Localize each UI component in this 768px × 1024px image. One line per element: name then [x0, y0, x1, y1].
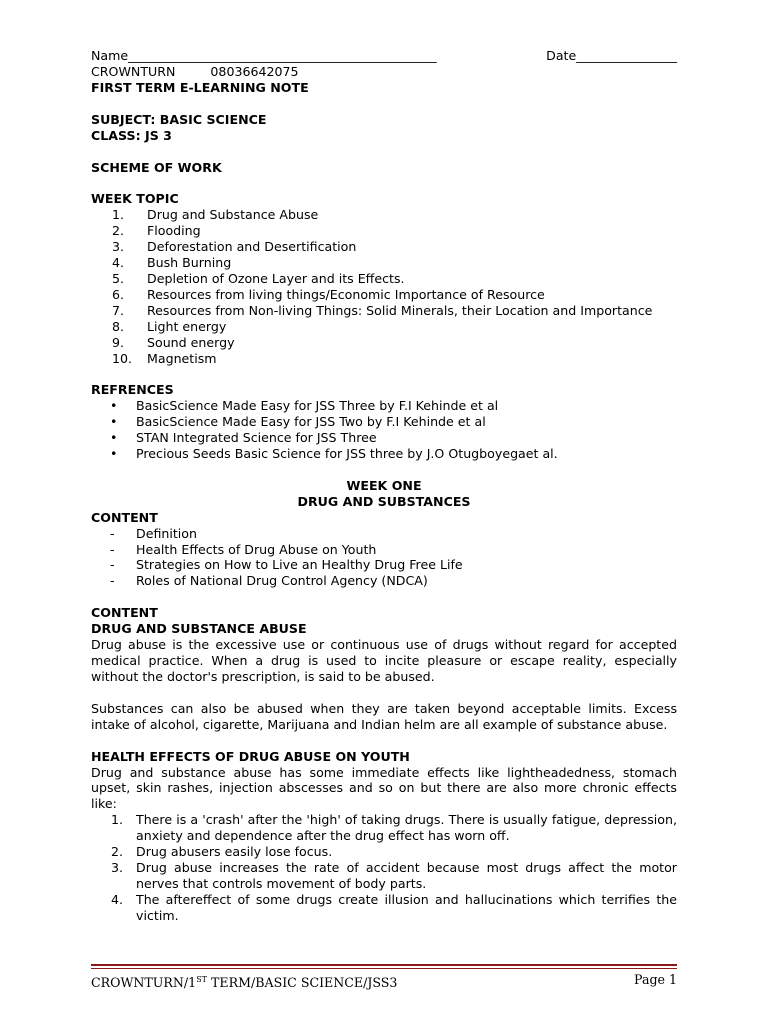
name-date-row	[91, 48, 677, 64]
content-label: CONTENT	[91, 509, 158, 525]
effect-item: 4. The aftereffect of some drugs create illusion and hallucinations which terrifies the victim.	[111, 891, 677, 923]
scheme-item: 4. Bush Burning	[112, 255, 232, 271]
scheme-item: 1. Drug and Substance Abuse	[112, 207, 319, 223]
document-page	[91, 48, 677, 924]
scheme-heading: SCHEME OF WORK	[91, 159, 222, 175]
reference-item: • STAN Integrated Science for JSS Three	[91, 430, 677, 446]
scheme-item: 9. Sound energy	[112, 334, 235, 350]
paragraph-health-effects: Drug and substance abuse has some immediate effects like lightheadedness, stomach upset, skin rashes, injection abscesses and so on but there are also more chronic effects like:	[91, 764, 677, 812]
scheme-item: 2. Flooding	[112, 223, 201, 239]
effects-list	[91, 812, 677, 923]
week-topic-heading: WEEK TOPIC	[91, 191, 179, 207]
dash-icon: -	[110, 573, 115, 589]
section-title-drug-abuse: DRUG AND SUBSTANCE ABUSE	[91, 621, 307, 637]
scheme-item: 3. Deforestation and Desertification	[112, 239, 357, 255]
page-footer	[91, 972, 677, 991]
reference-item: • BasicScience Made Easy for JSS Three by F.I Kehinde et al	[91, 398, 677, 414]
content-label-2: CONTENT	[91, 605, 158, 621]
bullet-icon: •	[110, 446, 118, 462]
dash-icon: -	[110, 541, 115, 557]
footer-rule	[91, 964, 677, 969]
reference-item: • Precious Seeds Basic Science for JSS three by J.O Otugboyegaet al.	[91, 446, 677, 462]
effect-item: 2. Drug abusers easily lose focus.	[111, 844, 333, 860]
reference-item: • BasicScience Made Easy for JSS Two by F.I Kehinde et al	[91, 414, 677, 430]
week-heading: WEEK ONE	[346, 477, 422, 493]
scheme-item: 8. Light energy	[112, 318, 227, 334]
name-field-label: Name_________________________________________________	[91, 48, 437, 63]
section-title-health-effects: HEALTH EFFECTS OF DRUG ABUSE ON YOUTH	[91, 748, 410, 764]
scheme-list	[91, 207, 677, 366]
week-subheading: DRUG AND SUBSTANCES	[297, 493, 471, 509]
content-item: - Definition	[91, 526, 677, 542]
paragraph-substance-abuse: Substances can also be abused when they are taken beyond acceptable limits. Excess intake of alcohol, cigarette, Marijuana and Indian helm are all example of substance abuse.	[91, 700, 677, 732]
references-list	[91, 398, 677, 462]
effect-item: 1. There is a 'crash' after the 'high' of taking drugs. There is usually fatigue, depression, anxiety and dependence after the drug effect has worn off.	[111, 812, 677, 844]
footer-left: CROWNTURN/1ST TERM/BASIC SCIENCE/JSS3	[91, 975, 398, 991]
bullet-icon: •	[110, 414, 118, 430]
scheme-item: 6. Resources from living things/Economic Importance of Resource	[112, 286, 545, 302]
document-title: FIRST TERM E-LEARNING NOTE	[91, 79, 309, 95]
bullet-icon: •	[110, 430, 118, 446]
page-number: Page 1	[634, 972, 677, 987]
scheme-item: 10. Magnetism	[112, 350, 217, 366]
content-item: - Strategies on How to Live an Healthy Drug Free Life	[91, 557, 677, 573]
effect-item: 3. Drug abuse increases the rate of accident because most drugs affect the motor nerves that controls movement of body parts.	[111, 859, 677, 891]
bullet-icon: •	[110, 398, 118, 414]
subject-line: SUBJECT: BASIC SCIENCE	[91, 111, 267, 127]
references-heading: REFRENCES	[91, 382, 174, 398]
dash-icon: -	[110, 525, 115, 541]
school-name: CROWNTURN	[91, 63, 176, 79]
dash-icon: -	[110, 557, 115, 573]
scheme-item: 7. Resources from Non-living Things: Solid Minerals, their Location and Importance	[112, 302, 653, 318]
paragraph-drug-abuse: Drug abuse is the excessive use or continuous use of drugs without regard for accepted medical practice. When a drug is used to incite pleasure or escape reality, especially without the doctor's prescription, is said to be abused.	[91, 637, 677, 684]
content-list	[91, 526, 677, 590]
date-field-label: Date________________	[546, 48, 677, 63]
school-line	[91, 64, 677, 80]
scheme-item: 5. Depletion of Ozone Layer and its Effects.	[112, 270, 405, 286]
class-line: CLASS: JS 3	[91, 127, 172, 143]
content-item: - Health Effects of Drug Abuse on Youth	[91, 542, 677, 558]
phone-number: 08036642075	[210, 63, 299, 79]
content-item: - Roles of National Drug Control Agency (NDCA)	[91, 573, 677, 589]
